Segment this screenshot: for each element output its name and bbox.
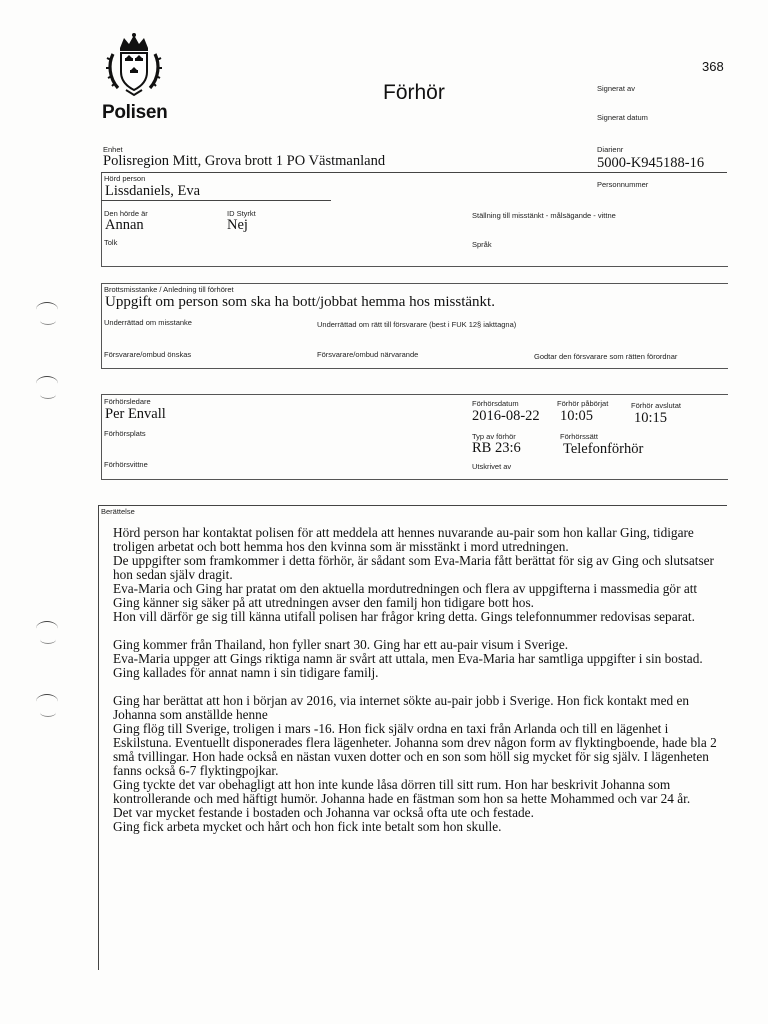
heard-person-label: Hörd person [104, 174, 146, 183]
narrative-paragraph: Hörd person har kontaktat polisen för att meddela att hennes nuvarande au-pair som hon kallar Ging, tidigare troligen arbetat och bott hemma hos den kvinna som är misstänkt i mord utredningen. [113, 525, 694, 554]
narrative-paragraph: Ging kommer från Thailand, hon fyller snart 30. Ging har ett au-pair visum i Sverige. [113, 637, 569, 652]
binder-hole-mark [40, 390, 56, 399]
counsel-approved-label: Godtar den försvarare som rätten förordnar [534, 352, 678, 361]
binder-hole-mark [36, 621, 58, 636]
narrative-paragraph: Hon vill därför ge sig till känna utifall polisen har frågor kring detta. Gings telefonnummer redovisas separat. [113, 609, 695, 624]
narrative-paragraph: Ging fick arbeta mycket och hårt och hon fick inte betalt som hon skulle. [113, 819, 502, 834]
personal-number-label: Personnummer [597, 180, 649, 189]
narrative-paragraph: Ging har berättat att hon i början av 2016, via internet sökte au-pair jobb i Sverige. Hon fick kontakt med en Johanna som anställde henne [113, 693, 690, 722]
narrative-paragraph: Ging flög till Sverige, troligen i mars -16. Hon fick själv ordna en taxi från Arlanda och till en lägenhet i Eskilstuna. Eventuellt disponerades flera lägenheter. Johanna som drev någon form av flyktingboende, hade bla 2 små tvillingar. Hon hade också en nästan vuxen dotter och en son som höll sig mycket för sig själv. I lägenheten fanns också 6-7 flyktingpojkar. [113, 721, 717, 778]
written-by-label: Utskrivet av [472, 462, 512, 471]
informed-suspicion-label: Underrättad om misstanke [104, 318, 192, 327]
binder-hole-mark [40, 635, 56, 644]
interview-method-value: Telefonförhör [563, 441, 644, 457]
role-value: Annan [105, 217, 144, 233]
narrative-label: Berättelse [101, 507, 135, 516]
narrative-paragraph: Ging tyckte det var obehagligt att hon inte kunde låsa dörren till sitt rum. Hon har beskrivit Johanna som kontrollerande och med häftigt humör. Johanna hade en fästman som hon sa hette Mohammed och var 24 år. [113, 777, 691, 806]
narrative-paragraph: Eva-Maria och Ging har pratat om den aktuella mordutredningen och flera av uppgifterna i massmedia gör att Ging känner sig säker på att utredningen avser den familj hon tidigare bott hos. [113, 581, 698, 610]
binder-hole-mark [40, 316, 56, 325]
id-verified-value: Nej [227, 217, 248, 233]
police-crest-logo [104, 32, 164, 98]
interview-end-value: 10:15 [634, 410, 668, 426]
interview-leader-value: Per Envall [105, 406, 166, 422]
page-number: 368 [702, 59, 724, 74]
interview-place-label: Förhörsplats [104, 429, 146, 438]
binder-hole-mark [36, 302, 58, 317]
signed-date-label: Signerat datum [597, 113, 648, 122]
document-title: Förhör [383, 81, 445, 104]
crime-value: Uppgift om person som ska ha bott/jobbat hemma hos misstänkt. [105, 294, 495, 310]
narrative-text [113, 526, 723, 834]
counsel-present-label: Försvarare/ombud närvarande [317, 350, 419, 359]
diary-number-label: Diarienr [597, 145, 624, 154]
brand-name: Polisen [102, 102, 168, 123]
binder-hole-mark [36, 694, 58, 709]
signed-by-label: Signerat av [597, 84, 635, 93]
role-label: Den hörde är [104, 209, 148, 218]
interview-type-value: RB 23:6 [472, 440, 521, 456]
position-label: Ställning till misstänkt - målsägande - vittne [472, 211, 616, 220]
interview-start-label: Förhör påbörjat [557, 399, 609, 408]
diary-number-value: 5000-K945188-16 [597, 155, 705, 171]
unit-label: Enhet [103, 145, 123, 154]
narrative-paragraph: Det var mycket festande i bostaden och Johanna var också ofta ute och festade. [113, 805, 534, 820]
id-verified-label: ID Styrkt [227, 209, 256, 218]
interview-method-label: Förhörssätt [560, 432, 598, 441]
interview-witness-label: Förhörsvittne [104, 460, 148, 469]
counsel-wanted-label: Försvarare/ombud önskas [104, 350, 192, 359]
narrative-paragraph: Eva-Maria uppger att Gings riktiga namn är svårt att uttala, men Eva-Maria har samtliga uppgifter i sin bostad. Ging kallades för annat namn i sin tidigare familj. [113, 651, 703, 680]
unit-value: Polisregion Mitt, Grova brott 1 PO Västmanland [103, 153, 386, 169]
language-label: Språk [472, 240, 492, 249]
heard-person-value: Lissdaniels, Eva [105, 183, 201, 199]
binder-hole-mark [40, 708, 56, 717]
interview-start-value: 10:05 [560, 408, 594, 424]
narrative-paragraph: De uppgifter som framkommer i detta förhör, är sådant som Eva-Maria fått berättat för sig av Ging och slutsatser hon sedan själv dragit. [113, 553, 714, 582]
interview-end-label: Förhör avslutat [631, 401, 682, 410]
binder-hole-mark [36, 376, 58, 391]
informed-rights-label: Underrättad om rätt till försvarare (best i FUK 12§ iakttagna) [317, 320, 517, 329]
interview-leader-label: Förhörsledare [104, 397, 151, 406]
interview-type-label: Typ av förhör [472, 432, 516, 441]
interview-date-value: 2016-08-22 [472, 408, 540, 424]
interview-date-label: Förhörsdatum [472, 399, 519, 408]
interpreter-label: Tolk [104, 238, 118, 247]
crime-label: Brottsmisstanke / Anledning till förhöret [104, 285, 234, 294]
